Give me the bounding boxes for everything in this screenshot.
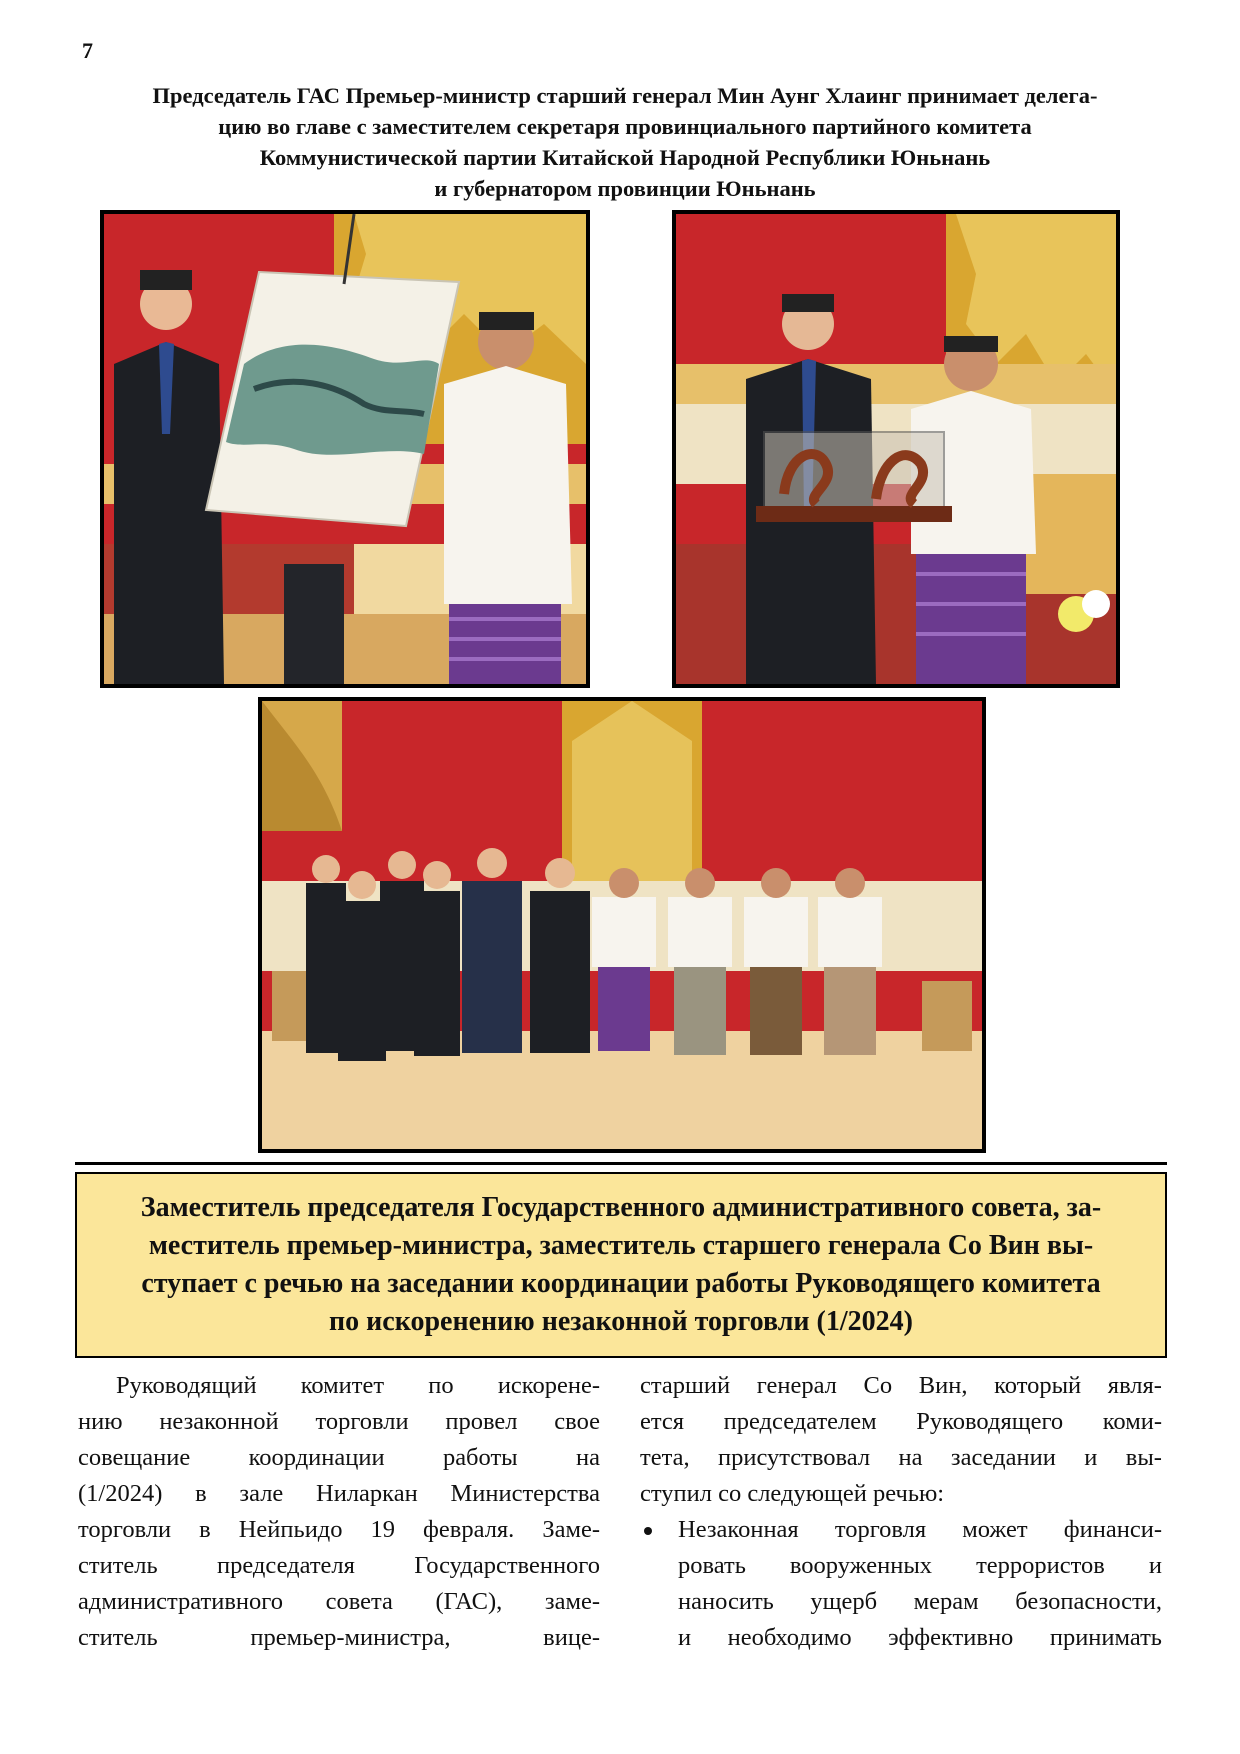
word: и xyxy=(678,1624,692,1651)
text-line xyxy=(678,1548,1162,1584)
word: ется xyxy=(640,1408,685,1435)
headline-line: меститель премьер-министра, заместитель старшего генерала Со Вин вы- xyxy=(148,1230,1094,1261)
word: незаконной xyxy=(159,1408,279,1435)
text-line xyxy=(640,1440,1162,1476)
word: зале xyxy=(239,1480,284,1507)
word: председателя xyxy=(217,1552,355,1579)
word: необходимо xyxy=(727,1624,852,1651)
title-line: и губернатором провинции Юньнань xyxy=(434,176,816,201)
word: на xyxy=(898,1444,923,1471)
word: административного xyxy=(78,1588,283,1615)
word: совещание xyxy=(78,1444,191,1471)
word: принимать xyxy=(1049,1624,1162,1651)
word: Незаконная xyxy=(678,1516,799,1543)
word: Вин, xyxy=(918,1372,968,1399)
word: 19 xyxy=(370,1516,396,1543)
word: свое xyxy=(554,1408,600,1435)
bullet-icon xyxy=(644,1527,652,1535)
word: коми- xyxy=(1102,1408,1162,1435)
word: Государственного xyxy=(414,1552,600,1579)
word: финанси- xyxy=(1063,1516,1162,1543)
word: в xyxy=(199,1516,211,1543)
text-line xyxy=(78,1404,600,1440)
word: заме- xyxy=(544,1588,600,1615)
word: нию xyxy=(78,1408,123,1435)
text-line xyxy=(78,1440,600,1476)
word: вы- xyxy=(1125,1444,1162,1471)
word: безопасности, xyxy=(1015,1588,1162,1615)
word: явля- xyxy=(1107,1372,1162,1399)
headline-line: ступает с речью на заседании координации работы Руководящего комитета xyxy=(141,1268,1101,1299)
word: торговля xyxy=(834,1516,927,1543)
word: февраля. xyxy=(423,1516,515,1543)
word: наносить xyxy=(678,1588,774,1615)
word: совета xyxy=(325,1588,393,1615)
text-line xyxy=(78,1620,600,1656)
page-number: 7 xyxy=(82,38,93,63)
word: старший xyxy=(640,1372,731,1399)
word: (1/2024) xyxy=(78,1480,163,1507)
second-article-headline xyxy=(75,1172,1167,1358)
word: Руководящий xyxy=(116,1372,257,1399)
word: комитет xyxy=(300,1372,385,1399)
body-column-right xyxy=(640,1368,1162,1656)
word: и xyxy=(1148,1552,1162,1579)
title-line: Коммунистической партии Китайской Народной Республики Юньнань xyxy=(259,145,991,170)
headline-line: Заместитель председателя Государственного административного совета, за- xyxy=(140,1192,1102,1223)
word: вооруженных xyxy=(789,1552,933,1579)
word: Ниларкан xyxy=(316,1480,418,1507)
bullet-item xyxy=(640,1512,1162,1656)
word: координации xyxy=(248,1444,385,1471)
word: ститель xyxy=(78,1624,158,1651)
text-line xyxy=(678,1620,1162,1656)
headline-line: по искоренению незаконной торговли (1/2024) xyxy=(329,1306,913,1337)
text-line xyxy=(78,1584,600,1620)
photo-illustration xyxy=(676,214,1116,684)
word: ступил со следующей речью: xyxy=(640,1480,945,1507)
top-article-title xyxy=(70,80,1180,204)
text-line xyxy=(678,1584,1162,1620)
section-divider xyxy=(75,1162,1167,1165)
word: премьер-министра, xyxy=(250,1624,451,1651)
word: ровать xyxy=(678,1552,746,1579)
word: генерал xyxy=(756,1372,837,1399)
word: по xyxy=(428,1372,454,1399)
word: тета, xyxy=(640,1444,690,1471)
text-line xyxy=(78,1368,600,1404)
text-line xyxy=(78,1476,600,1512)
word: вице- xyxy=(543,1624,600,1651)
text-line xyxy=(640,1404,1162,1440)
word: террористов xyxy=(976,1552,1105,1579)
word: Руководящего xyxy=(916,1408,1064,1435)
word: может xyxy=(962,1516,1028,1543)
photo-illustration xyxy=(104,214,586,684)
text-line xyxy=(640,1368,1162,1404)
title-line: Председатель ГАС Премьер-министр старший генерал Мин Аунг Хлаинг принимает делега- xyxy=(152,83,1098,108)
word: в xyxy=(195,1480,207,1507)
word: председателем xyxy=(723,1408,877,1435)
text-line xyxy=(78,1548,600,1584)
word: работы xyxy=(442,1444,518,1471)
body-column-left xyxy=(78,1368,600,1656)
word: на xyxy=(575,1444,600,1471)
title-line: цию во главе с заместителем секретаря провинциального партийного комитета xyxy=(218,114,1032,139)
word: Со xyxy=(863,1372,893,1399)
word: присутствовал xyxy=(718,1444,871,1471)
text-line xyxy=(640,1476,1162,1512)
photo-illustration xyxy=(262,701,982,1149)
word: провел xyxy=(445,1408,518,1435)
text-line xyxy=(678,1512,1162,1548)
word: и xyxy=(1084,1444,1098,1471)
word: Нейпьидо xyxy=(238,1516,343,1543)
word: торговли xyxy=(315,1408,409,1435)
word: торговли xyxy=(78,1516,172,1543)
text-line xyxy=(78,1512,600,1548)
scroll-painting-presentation-photo xyxy=(100,210,590,688)
word: Заме- xyxy=(542,1516,600,1543)
word: Министерства xyxy=(450,1480,600,1507)
delegation-group-photo xyxy=(258,697,986,1153)
word: ститель xyxy=(78,1552,158,1579)
word: эффективно xyxy=(888,1624,1014,1651)
word: ущерб xyxy=(810,1588,878,1615)
word: заседании xyxy=(950,1444,1056,1471)
word: мерам xyxy=(913,1588,979,1615)
dragon-gift-presentation-photo xyxy=(672,210,1120,688)
word: искорене- xyxy=(497,1372,600,1399)
word: (ГАС), xyxy=(435,1588,503,1615)
word: который xyxy=(994,1372,1082,1399)
